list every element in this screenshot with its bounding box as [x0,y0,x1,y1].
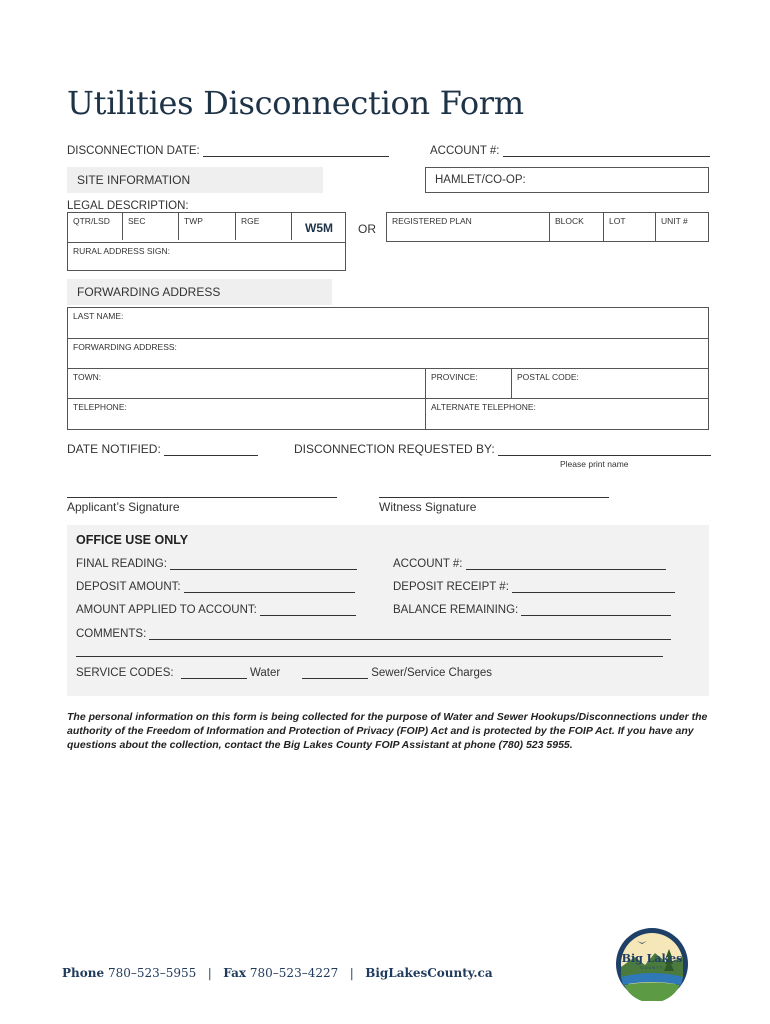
registered-plan-grid [386,212,709,242]
phone-number: 780–523–5955 [107,966,197,980]
print-name-hint: Please print name [560,459,629,469]
sec-cell[interactable]: SEC [128,216,146,226]
phone-label: Phone [62,966,105,980]
comments-line-2[interactable] [76,656,663,657]
postal-code-field[interactable]: POSTAL CODE: [517,372,579,382]
footer-separator: | [207,966,212,980]
office-use-only-panel [67,525,709,696]
account-number-field[interactable] [430,145,710,157]
legal-description-grid [67,212,346,271]
footer-contact [62,966,493,980]
qtr-lsd-cell[interactable]: QTR/LSD [73,216,110,226]
deposit-receipt-line [512,581,675,593]
last-name-field[interactable]: LAST NAME: [73,311,124,321]
hamlet-co-op-field[interactable] [425,167,709,193]
comments-field[interactable] [76,628,671,640]
requested-by-line [498,444,711,456]
town-field[interactable]: TOWN: [73,372,102,382]
disconnection-date-label: DISCONNECTION DATE: [67,145,200,157]
legal-description-label: LEGAL DESCRIPTION: [67,200,189,212]
block-cell[interactable]: BLOCK [555,216,584,226]
water-label: Water [249,667,281,679]
amount-applied-field[interactable] [76,604,356,616]
lot-cell[interactable]: LOT [609,216,626,226]
balance-remaining-field[interactable] [393,604,671,616]
disconnection-date-line [203,145,389,157]
water-code-line[interactable] [181,667,247,679]
logo-text: Big Lakes [621,952,683,965]
deposit-amount-label: DEPOSIT AMOUNT: [76,581,181,593]
applicant-signature-line[interactable] [67,497,337,498]
date-notified-line [164,444,258,456]
forwarding-address-section: FORWARDING ADDRESS [67,279,332,305]
site-information-section: SITE INFORMATION [67,167,323,193]
date-notified-field[interactable] [67,442,258,456]
witness-signature-line[interactable] [379,497,609,498]
account-number-label: ACCOUNT #: [430,145,500,157]
fax-label: Fax [223,966,247,980]
service-codes-label: SERVICE CODES: [76,667,174,679]
unit-cell[interactable]: UNIT # [661,216,688,226]
foip-notice: The personal information on this form is being collected for the purpose of Water and Sewer Hookups/Disconnections under the authority of the Freedom of Information and Protection of Privacy (FOIP) Act and is protected by the FOIP Act. If you have any questions about the collection, contact the Big Lakes County FOIP Assistant at phone (780) 523 5955. [67,711,708,751]
rge-cell[interactable]: RGE [241,216,260,226]
comments-line [149,628,671,640]
applicant-signature-label: Applicant’s Signature [67,500,180,514]
comments-label: COMMENTS: [76,628,147,640]
sewer-code-line[interactable] [302,667,368,679]
deposit-receipt-label: DEPOSIT RECEIPT #: [393,581,509,593]
twp-cell[interactable]: TWP [184,216,203,226]
office-account-label: ACCOUNT #: [393,558,463,570]
final-reading-field[interactable] [76,558,357,570]
footer-separator: | [349,966,354,980]
telephone-field[interactable]: TELEPHONE: [73,402,127,412]
or-label: OR [358,222,376,236]
deposit-receipt-field[interactable] [393,581,675,593]
amount-applied-label: AMOUNT APPLIED TO ACCOUNT: [76,604,257,616]
sewer-label: Sewer/Service Charges [371,667,493,679]
logo-subtext: COUNTY [640,965,664,970]
office-account-line [466,558,666,570]
balance-remaining-line [521,604,671,616]
fax-number: 780–523–4227 [249,966,339,980]
alternate-telephone-field[interactable]: ALTERNATE TELEPHONE: [431,402,536,412]
final-reading-line [170,558,357,570]
office-use-heading: OFFICE USE ONLY [76,533,189,547]
big-lakes-county-logo [615,927,689,1001]
requested-by-label: DISCONNECTION REQUESTED BY: [294,442,495,456]
deposit-amount-field[interactable] [76,581,355,593]
witness-signature-label: Witness Signature [379,500,477,514]
date-notified-label: DATE NOTIFIED: [67,442,161,456]
forwarding-address-grid [67,307,709,430]
registered-plan-cell[interactable]: REGISTERED PLAN [392,216,472,226]
office-account-field[interactable] [393,558,666,570]
forwarding-address-field[interactable]: FORWARDING ADDRESS: [73,342,177,352]
sewer-code-row [302,667,492,679]
meridian-cell: W5M [305,221,333,235]
requested-by-field[interactable] [294,442,711,456]
rural-address-sign-field[interactable]: RURAL ADDRESS SIGN: [73,246,170,256]
balance-remaining-label: BALANCE REMAINING: [393,604,519,616]
service-codes-row [76,667,280,679]
disconnection-date-field[interactable] [67,145,389,157]
account-number-line [503,145,710,157]
hamlet-co-op-label: HAMLET/CO-OP: [435,174,526,186]
final-reading-label: FINAL READING: [76,558,167,570]
province-field[interactable]: PROVINCE: [431,372,478,382]
page-title: Utilities Disconnection Form [67,84,524,122]
deposit-amount-line [184,581,355,593]
website-link[interactable]: BigLakesCounty.ca [365,966,493,980]
amount-applied-line [260,604,356,616]
